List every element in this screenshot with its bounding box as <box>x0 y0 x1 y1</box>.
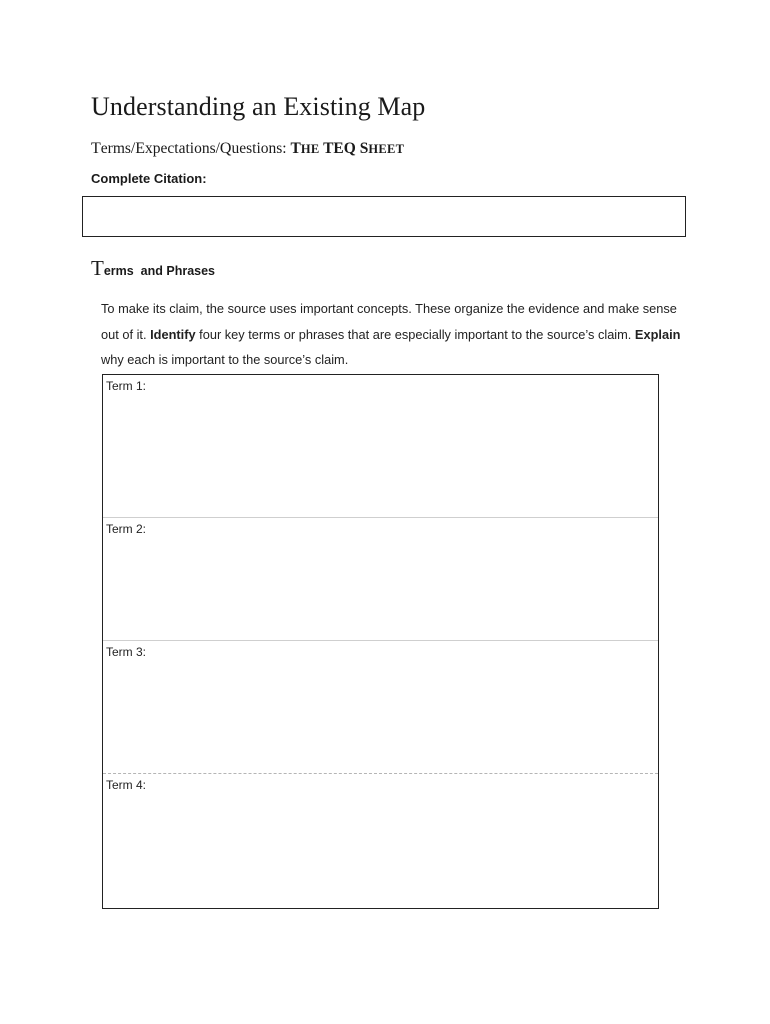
instructions-part2: four key terms or phrases that are especially important to the source’s claim. <box>195 326 635 342</box>
teq-t-initial: T <box>91 140 101 157</box>
term-row-4[interactable] <box>103 773 658 908</box>
teq-questions-rest: uestions: <box>231 140 291 157</box>
term-row-2[interactable] <box>103 517 658 640</box>
citation-label: Complete Citation: <box>91 171 207 186</box>
teq-sheet-rest: HEET <box>368 142 405 156</box>
teq-sheet-initial: S <box>359 140 369 157</box>
terms-section-heading <box>91 256 215 281</box>
term-label: Term 1: <box>106 379 147 393</box>
terms-heading-rest: erms and Phrases <box>103 264 215 278</box>
teq-expectations-rest: xpectations <box>145 140 216 157</box>
citation-field[interactable] <box>82 196 686 237</box>
citation-input[interactable] <box>87 201 681 232</box>
teq-q-initial: Q <box>219 140 232 157</box>
teq-acronym: TEQ <box>319 140 360 157</box>
terms-instructions <box>101 296 681 373</box>
teq-the-initial: T <box>290 140 301 157</box>
term-label: Term 4: <box>106 778 147 792</box>
term-label: Term 3: <box>106 645 147 659</box>
teq-the-rest: HE <box>300 142 320 156</box>
teq-slash: / <box>130 140 136 157</box>
terms-heading-initial: T <box>91 256 104 280</box>
teq-slash: / <box>215 140 220 157</box>
page-title: Understanding an Existing Map <box>91 92 426 121</box>
term-row-3[interactable] <box>103 640 658 773</box>
teq-terms-rest: erms <box>100 140 131 157</box>
term-label: Term 2: <box>106 522 147 536</box>
instructions-identify: Identify <box>150 326 196 342</box>
instructions-part1: To make its claim, the source uses important concepts. These organize the evidence and make sense out of it. <box>101 301 677 342</box>
terms-table <box>102 374 659 909</box>
term-3-input[interactable] <box>155 643 652 769</box>
teq-e-initial: E <box>135 140 146 157</box>
instructions-explain: Explain <box>634 326 681 342</box>
term-4-input[interactable] <box>155 776 652 904</box>
instructions-part3: why each is important to the source’s claim. <box>101 352 349 367</box>
teq-sheet-subtitle <box>91 140 404 158</box>
term-2-input[interactable] <box>155 520 652 636</box>
term-1-input[interactable] <box>155 377 652 513</box>
term-row-1[interactable] <box>103 375 658 517</box>
